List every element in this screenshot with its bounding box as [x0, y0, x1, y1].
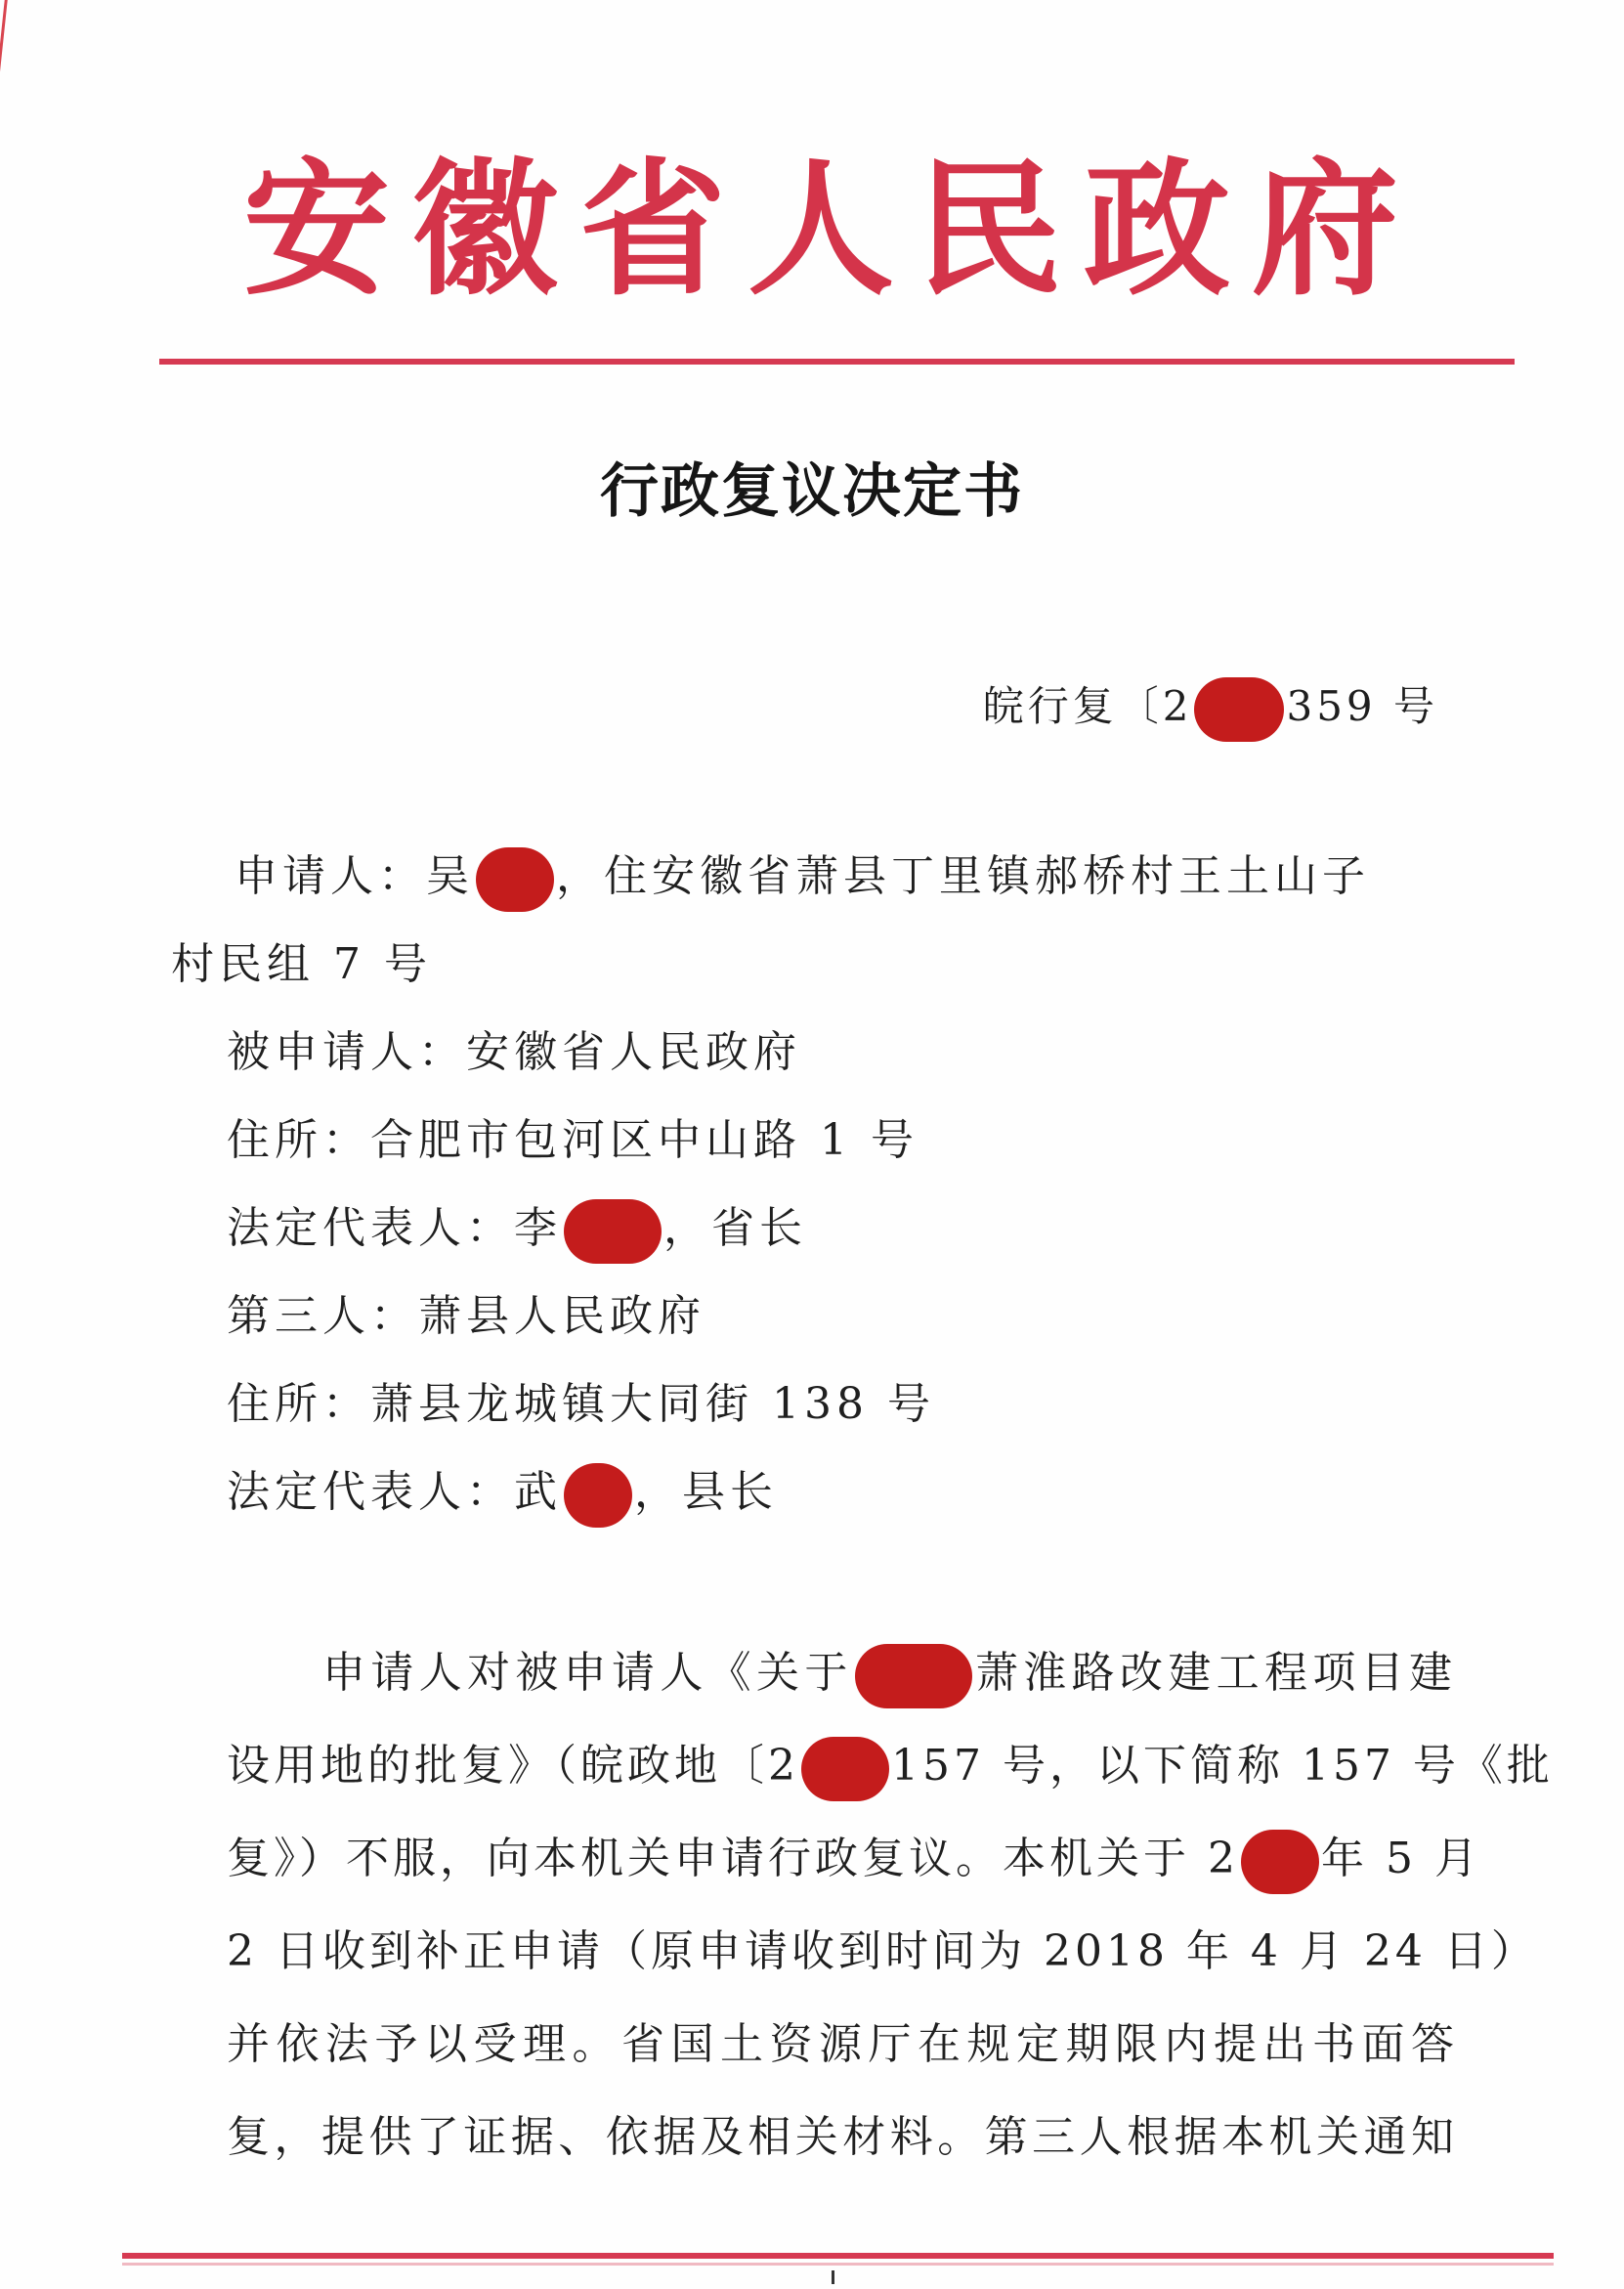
- body-line-1: [322, 1637, 1456, 1708]
- respondent-address: 住所：合肥市包河区中山路 1 号: [227, 1115, 919, 1165]
- respondent-representative: [227, 1192, 807, 1264]
- third-party-representative-label: 法定代表人：武: [227, 1467, 562, 1517]
- document-number-prefix: 皖行复〔2: [982, 682, 1193, 730]
- redaction-mark: [564, 1463, 632, 1528]
- body-text: 复》）不服，向本机关申请行政复议。本机关于 2: [227, 1834, 1239, 1883]
- masthead-red-rule: [159, 359, 1515, 365]
- document-number-suffix: 359 号: [1286, 682, 1438, 730]
- body-line-2: [227, 1730, 1554, 1801]
- redaction-mark: [801, 1737, 889, 1801]
- applicant-line: [235, 841, 1370, 912]
- body-line-5: 并依法予以受理。省国土资源厅在规定期限内提出书面答: [227, 2019, 1458, 2069]
- masthead-organization: 安徽省人民政府: [242, 144, 1420, 316]
- respondent-representative-title: ，省长: [663, 1203, 807, 1253]
- redaction-mark: [564, 1199, 662, 1264]
- body-text: 157 号，以下简称 157 号《批: [891, 1741, 1554, 1791]
- document-number: [983, 674, 1438, 742]
- redaction-mark: [1241, 1830, 1319, 1894]
- footer-red-rule: [122, 2253, 1554, 2259]
- applicant-name: 吴: [426, 851, 474, 901]
- body-text: 萧淮路改建工程项目建: [973, 1648, 1457, 1698]
- body-text: 年 5 月: [1320, 1834, 1481, 1883]
- third-party-address: 住所：萧县龙城镇大同街 138 号: [227, 1379, 935, 1429]
- body-line-6: 复，提供了证据、依据及相关材料。第三人根据本机关通知: [227, 2112, 1458, 2162]
- page-number-mark: [832, 2270, 834, 2284]
- third-party-representative: [227, 1456, 778, 1528]
- redaction-mark: [476, 847, 554, 912]
- page-edge-mark: [0, 0, 18, 88]
- body-line-3: [227, 1823, 1481, 1894]
- document-title: 行政复议决定书: [600, 457, 1024, 526]
- third-party-line: 第三人：萧县人民政府: [227, 1291, 705, 1341]
- body-text: 设用地的批复》（皖政地〔2: [227, 1741, 799, 1791]
- redaction-mark: [855, 1644, 972, 1708]
- applicant-address-continuation: 村民组 7 号: [171, 939, 432, 989]
- applicant-label: 申请人：: [235, 851, 426, 901]
- respondent-line: 被申请人：安徽省人民政府: [227, 1027, 801, 1077]
- applicant-address: ，住安徽省萧县丁里镇郝桥村王土山子: [556, 851, 1370, 901]
- body-line-4: 2 日收到补正申请（原申请收到时间为 2018 年 4 月 24 日）: [227, 1926, 1538, 1976]
- body-text: 申请人对被申请人《关于: [322, 1648, 853, 1698]
- respondent-representative-label: 法定代表人：李: [227, 1203, 562, 1253]
- redaction-mark: [1194, 677, 1284, 742]
- third-party-representative-title: ，县长: [634, 1467, 778, 1517]
